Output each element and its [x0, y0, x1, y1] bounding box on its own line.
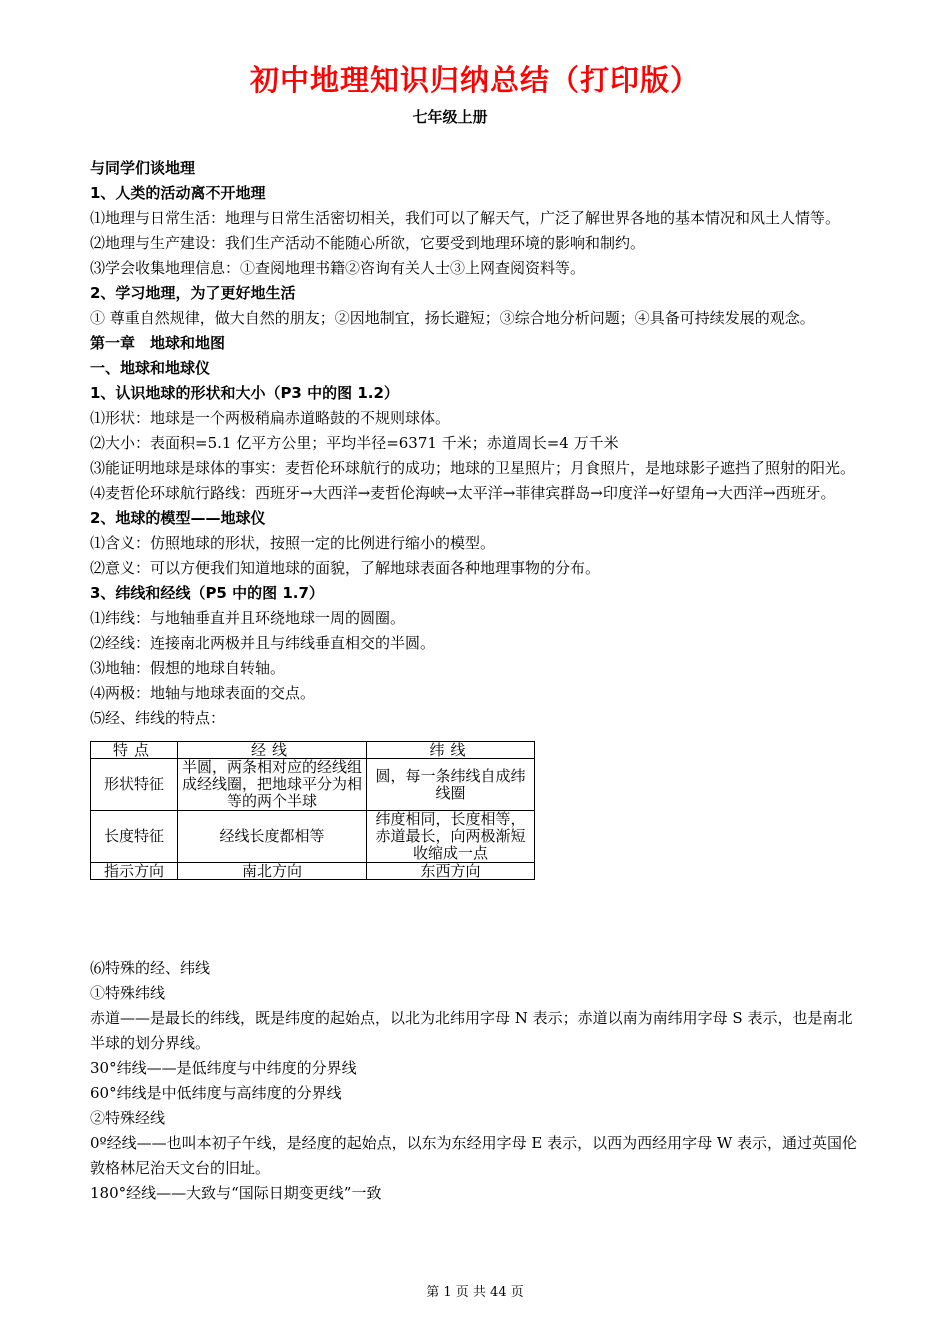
document-body [90, 156, 862, 1206]
table-cell: 纬度相同，长度相等，赤道最长，向两极渐短收缩成一点 [367, 811, 535, 863]
paragraph: ⑷两极：地轴与地球表面的交点。 [90, 684, 316, 702]
table-cell: 东西方向 [367, 863, 535, 880]
document-title: 初中地理知识归纳总结（打印版） [249, 63, 700, 97]
section-heading: 一、地球和地球仪 [90, 359, 211, 377]
table-cell: 南北方向 [178, 863, 367, 880]
paragraph: ⑴形状：地球是一个两极稍扁赤道略鼓的不规则球体。 [90, 409, 451, 427]
paragraph: ⑴含义：仿照地球的形状，按照一定的比例进行缩小的模型。 [90, 534, 496, 552]
table-header-cell: 特点 [91, 742, 178, 759]
paragraph: ⑹特殊的经、纬线 [90, 959, 211, 977]
table-header-row [91, 742, 535, 759]
table-row [91, 759, 535, 811]
paragraph: ②特殊经线 [90, 1109, 166, 1127]
section-heading: 2、学习地理，为了更好地生活 [90, 284, 296, 302]
document-subtitle: 七年级上册 [412, 108, 488, 126]
table-cell: 半圆，两条相对应的经线组成经线圈，把地球平分为相等的两个半球 [178, 759, 367, 811]
paragraph: 30°纬线——是低纬度与中纬度的分界线 [90, 1059, 357, 1077]
paragraph: ① 尊重自然规律，做大自然的朋友；②因地制宜，扬长避短；③综合地分析问题；④具备可持续发展的观念。 [90, 309, 815, 327]
paragraph: ⑸经、纬线的特点： [90, 709, 226, 727]
paragraph: 60°纬线是中低纬度与高纬度的分界线 [90, 1084, 342, 1102]
paragraph: ⑴地理与日常生活：地理与日常生活密切相关，我们可以了解天气，广泛了解世界各地的基本情况和风土人情等。 [90, 209, 841, 227]
meridian-parallel-table [90, 741, 535, 880]
paragraph: ⑵经线：连接南北两极并且与纬线垂直相交的半圆。 [90, 634, 436, 652]
paragraph: ⑶学会收集地理信息：①查阅地理书籍②咨询有关人士③上网查阅资料等。 [90, 259, 586, 277]
table-cell: 指示方向 [91, 863, 178, 880]
page-footer: 第 1 页 共 44 页 [426, 1285, 524, 1300]
paragraph: ⑷麦哲伦环球航行路线：西班牙→大西洋→麦哲伦海峡→太平洋→菲律宾群岛→印度洋→好望角→大西洋→西班牙。 [90, 484, 836, 502]
paragraph: ⑵地理与生产建设：我们生产活动不能随心所欲，它要受到地理环境的影响和制约。 [90, 234, 646, 252]
section-heading: 1、认识地球的形状和大小（P3 中的图 1.2） [90, 384, 399, 402]
paragraph: ⑴纬线：与地轴垂直并且环绕地球一周的圆圈。 [90, 609, 406, 627]
table-header-cell: 纬线 [367, 742, 535, 759]
paragraph: ⑶能证明地球是球体的事实：麦哲伦环球航行的成功；地球的卫星照片；月食照片，是地球影子遮挡了照射的阳光。 [90, 459, 856, 477]
body-section-top [90, 156, 862, 731]
paragraph: ⑵意义：可以方便我们知道地球的面貌，了解地球表面各种地理事物的分布。 [90, 559, 601, 577]
table-header-cell: 经线 [178, 742, 367, 759]
table-row [91, 811, 535, 863]
paragraph: ⑵大小：表面积=5.1 亿平方公里；平均半径=6371 千米；赤道周长=4 万千米 [90, 434, 619, 452]
section-heading: 2、地球的模型——地球仪 [90, 509, 266, 527]
paragraph: 赤道——是最长的纬线，既是纬度的起始点，以北为北纬用字母 N 表示；赤道以南为南纬用字母 S 表示，也是南北半球的划分界线。 [90, 1009, 853, 1052]
table-cell: 经线长度都相等 [178, 811, 367, 863]
paragraph: 180°经线——大致与“国际日期变更线”一致 [90, 1184, 382, 1202]
paragraph: ⑶地轴：假想的地球自转轴。 [90, 659, 286, 677]
paragraph: 0º经线——也叫本初子午线，是经度的起始点，以东为东经用字母 E 表示，以西为西经用字母 W 表示，通过英国伦敦格林尼治天文台的旧址。 [90, 1134, 858, 1177]
table-cell: 形状特征 [91, 759, 178, 811]
section-heading: 与同学们谈地理 [90, 159, 196, 177]
table-row [91, 863, 535, 880]
paragraph: ①特殊纬线 [90, 984, 166, 1002]
section-heading: 1、人类的活动离不开地理 [90, 184, 266, 202]
meridian-parallel-table-wrap [90, 741, 535, 880]
body-section-bottom [90, 956, 862, 1206]
section-heading: 3、纬线和经线（P5 中的图 1.7） [90, 584, 324, 602]
table-cell: 圆，每一条纬线自成纬线圈 [367, 759, 535, 811]
section-heading: 第一章 地球和地图 [90, 334, 226, 352]
table-cell: 长度特征 [91, 811, 178, 863]
